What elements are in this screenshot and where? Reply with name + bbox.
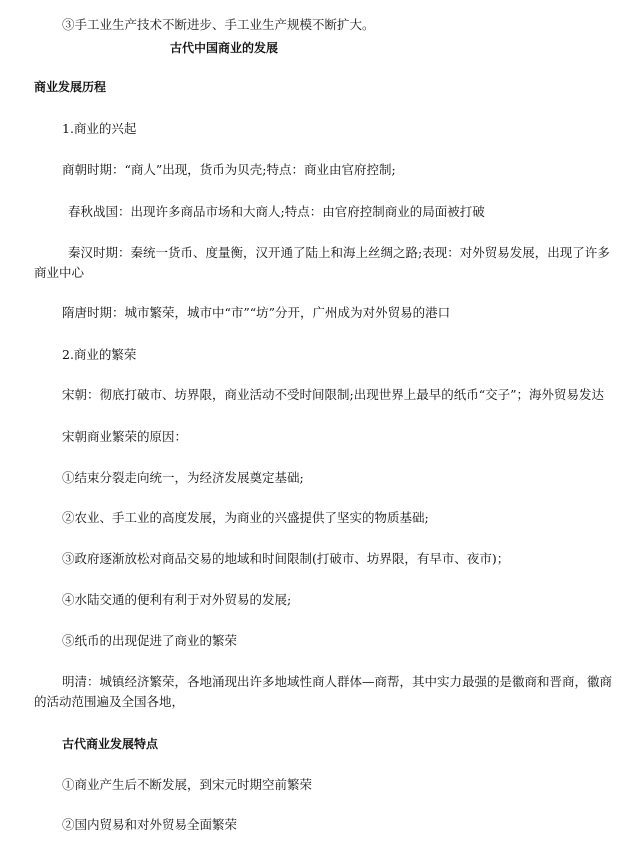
subsection-heading: 2.商业的繁荣 [62, 347, 137, 362]
subsection-heading: 1.商业的兴起 [62, 121, 137, 136]
list-item: ④水陆交通的便利有利于对外贸易的发展; [62, 592, 292, 607]
page-title: 古代中国商业的发展 [170, 41, 279, 55]
paragraph: 宋朝商业繁荣的原因： [62, 429, 188, 444]
section-heading: 商业发展历程 [34, 80, 107, 94]
paragraph: 隋唐时期：城市繁荣，城市中“市”“坊”分开，广州成为对外贸易的港口 [62, 305, 451, 320]
list-item: ③手工业生产技术不断进步、手工业生产规模不断扩大。 [62, 17, 375, 32]
paragraph: 明清：城镇经济繁荣，各地涌现出许多地域性商人群体—商帮，其中实力最强的是徽商和晋商，徽商 [62, 674, 613, 689]
list-item: ②农业、手工业的高度发展，为商业的兴盛提供了坚实的物质基础; [62, 510, 429, 525]
paragraph: 秦汉时期：秦统一货币、度量衡，汉开通了陆上和海上丝绸之路;表现：对外贸易发展，出现了许多 [68, 245, 610, 260]
list-item: ③政府逐渐放松对商品交易的地域和时间限制(打破市、坊界限，有早市、夜市)； [62, 551, 510, 566]
list-item: ①商业产生后不断发展，到宋元时期空前繁荣 [62, 777, 313, 792]
list-item: ①结束分裂走向统一，为经济发展奠定基础; [62, 470, 304, 485]
section-heading: 古代商业发展特点 [62, 737, 159, 751]
paragraph: 宋朝：彻底打破市、坊界限，商业活动不受时间限制;出现世界上最早的纸币“交子”；海外贸易发达 [62, 387, 604, 402]
list-item: ⑤纸币的出现促进了商业的繁荣 [62, 633, 238, 648]
list-item: ②国内贸易和对外贸易全面繁荣 [62, 817, 238, 832]
paragraph: 商朝时期：“商人”出现，货币为贝壳;特点：商业由官府控制; [62, 162, 396, 177]
paragraph: 的活动范围遍及全国各地， [34, 694, 185, 709]
paragraph: 春秋战国：出现许多商品市场和大商人;特点：由官府控制商业的局面被打破 [68, 204, 485, 219]
paragraph: 商业中心 [34, 265, 85, 280]
